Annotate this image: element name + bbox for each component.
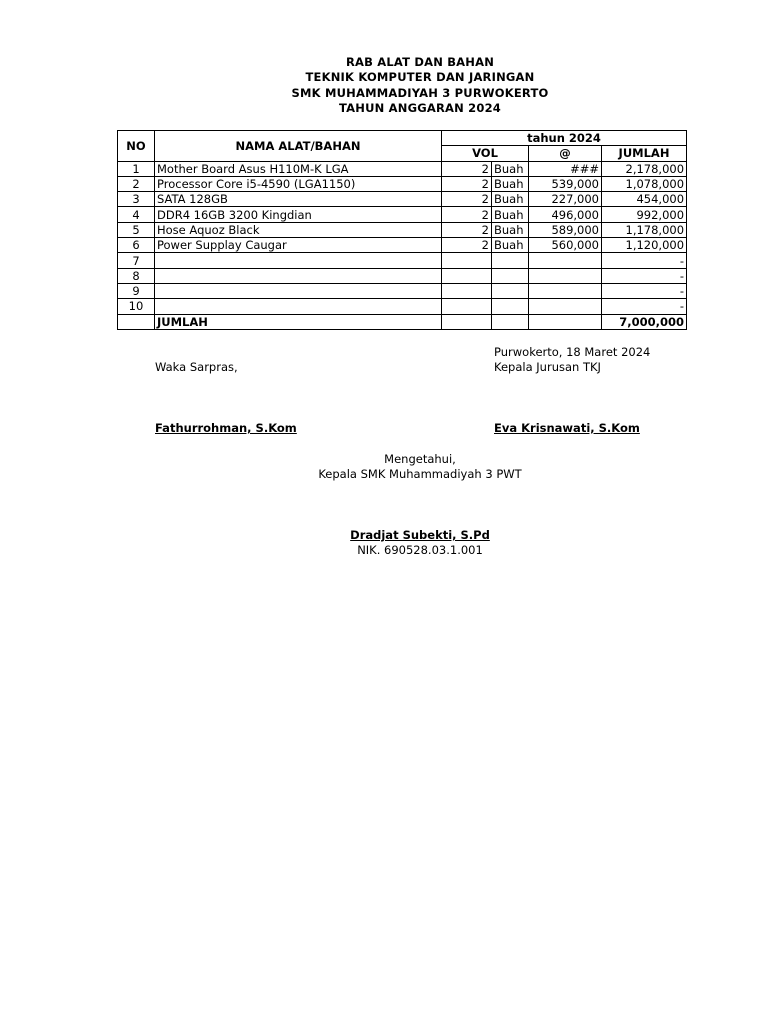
row-unit-price [529, 283, 602, 298]
row-volume [442, 283, 492, 298]
total-empty-cell [492, 314, 529, 329]
col-header-no: NO [118, 131, 155, 162]
row-amount: - [602, 253, 687, 268]
row-number: 8 [118, 268, 155, 283]
row-volume: 2 [442, 176, 492, 191]
head-signer-name: Dradjat Subekti, S.Pd [350, 528, 490, 542]
total-label: JUMLAH [155, 314, 442, 329]
col-header-year: tahun 2024 [442, 131, 687, 146]
row-unit-price: 539,000 [529, 176, 602, 191]
row-item-name [155, 253, 442, 268]
row-item-name: SATA 128GB [155, 192, 442, 207]
col-header-jumlah: JUMLAH [602, 146, 687, 161]
left-signer-role: Waka Sarpras, [155, 360, 238, 374]
budget-table [117, 130, 687, 330]
row-number: 10 [118, 299, 155, 314]
head-nik: NIK. 690528.03.1.001 [357, 543, 483, 557]
row-number: 4 [118, 207, 155, 222]
row-item-name: Processor Core i5-4590 (LGA1150) [155, 176, 442, 191]
row-item-name: Mother Board Asus H110M-K LGA [155, 161, 442, 176]
total-empty-cell [118, 314, 155, 329]
col-header-vol: VOL [442, 146, 529, 161]
left-signer-name: Fathurrohman, S.Kom [155, 421, 297, 435]
table-row [118, 192, 687, 207]
head-role: Kepala SMK Muhammadiyah 3 PWT [318, 467, 522, 481]
table-row [118, 283, 687, 298]
row-unit-price [529, 299, 602, 314]
table-row [118, 299, 687, 314]
row-amount: - [602, 268, 687, 283]
row-amount: - [602, 299, 687, 314]
row-unit-price: 227,000 [529, 192, 602, 207]
row-number: 1 [118, 161, 155, 176]
row-item-name: DDR4 16GB 3200 Kingdian [155, 207, 442, 222]
row-number: 3 [118, 192, 155, 207]
header-title: RAB ALAT DAN BAHAN [345, 55, 495, 69]
acknowledged-label: Mengetahui, [384, 452, 456, 466]
col-header-unit-price: @ [529, 146, 602, 161]
row-unit: Buah [492, 176, 529, 191]
row-number: 9 [118, 283, 155, 298]
row-item-name [155, 268, 442, 283]
row-volume [442, 268, 492, 283]
total-empty-cell [442, 314, 492, 329]
row-volume [442, 253, 492, 268]
row-volume: 2 [442, 222, 492, 237]
row-item-name [155, 299, 442, 314]
row-unit-price: ### [529, 161, 602, 176]
total-row [118, 314, 687, 329]
row-number: 7 [118, 253, 155, 268]
row-volume: 2 [442, 161, 492, 176]
table-row [118, 222, 687, 237]
document-header [0, 55, 768, 116]
table-row [118, 161, 687, 176]
header-school: SMK MUHAMMADIYAH 3 PURWOKERTO [291, 85, 549, 100]
row-unit: Buah [492, 161, 529, 176]
row-unit: Buah [492, 207, 529, 222]
row-unit-price: 496,000 [529, 207, 602, 222]
right-signer-name: Eva Krisnawati, S.Kom [494, 421, 640, 435]
row-item-name: Power Supplay Caugar [155, 238, 442, 253]
right-signer-role: Kepala Jurusan TKJ [494, 360, 601, 374]
header-budget-year: TAHUN ANGGARAN 2024 [339, 100, 501, 115]
row-item-name: Hose Aquoz Black [155, 222, 442, 237]
row-unit [492, 283, 529, 298]
row-item-name [155, 283, 442, 298]
row-unit [492, 299, 529, 314]
row-amount: 1,078,000 [602, 176, 687, 191]
row-amount: 992,000 [602, 207, 687, 222]
row-unit: Buah [492, 238, 529, 253]
row-unit: Buah [492, 222, 529, 237]
table-row [118, 253, 687, 268]
row-number: 5 [118, 222, 155, 237]
head-name-wrap [250, 528, 590, 542]
row-volume [442, 299, 492, 314]
total-value: 7,000,000 [602, 314, 687, 329]
row-unit-price: 589,000 [529, 222, 602, 237]
row-amount: 2,178,000 [602, 161, 687, 176]
row-number: 2 [118, 176, 155, 191]
row-volume: 2 [442, 238, 492, 253]
row-volume: 2 [442, 192, 492, 207]
row-unit-price: 560,000 [529, 238, 602, 253]
row-amount: 454,000 [602, 192, 687, 207]
header-department: TEKNIK KOMPUTER DAN JARINGAN [305, 70, 535, 85]
row-unit: Buah [492, 192, 529, 207]
row-unit-price [529, 268, 602, 283]
table-row [118, 207, 687, 222]
row-unit [492, 253, 529, 268]
table-row [118, 238, 687, 253]
row-unit-price [529, 253, 602, 268]
row-volume: 2 [442, 207, 492, 222]
row-amount: 1,120,000 [602, 238, 687, 253]
place-date: Purwokerto, 18 Maret 2024 [494, 345, 651, 359]
row-amount: - [602, 283, 687, 298]
total-empty-cell [529, 314, 602, 329]
table-row [118, 176, 687, 191]
col-header-name: NAMA ALAT/BAHAN [155, 131, 442, 162]
row-unit [492, 268, 529, 283]
row-number: 6 [118, 238, 155, 253]
row-amount: 1,178,000 [602, 222, 687, 237]
table-row [118, 268, 687, 283]
